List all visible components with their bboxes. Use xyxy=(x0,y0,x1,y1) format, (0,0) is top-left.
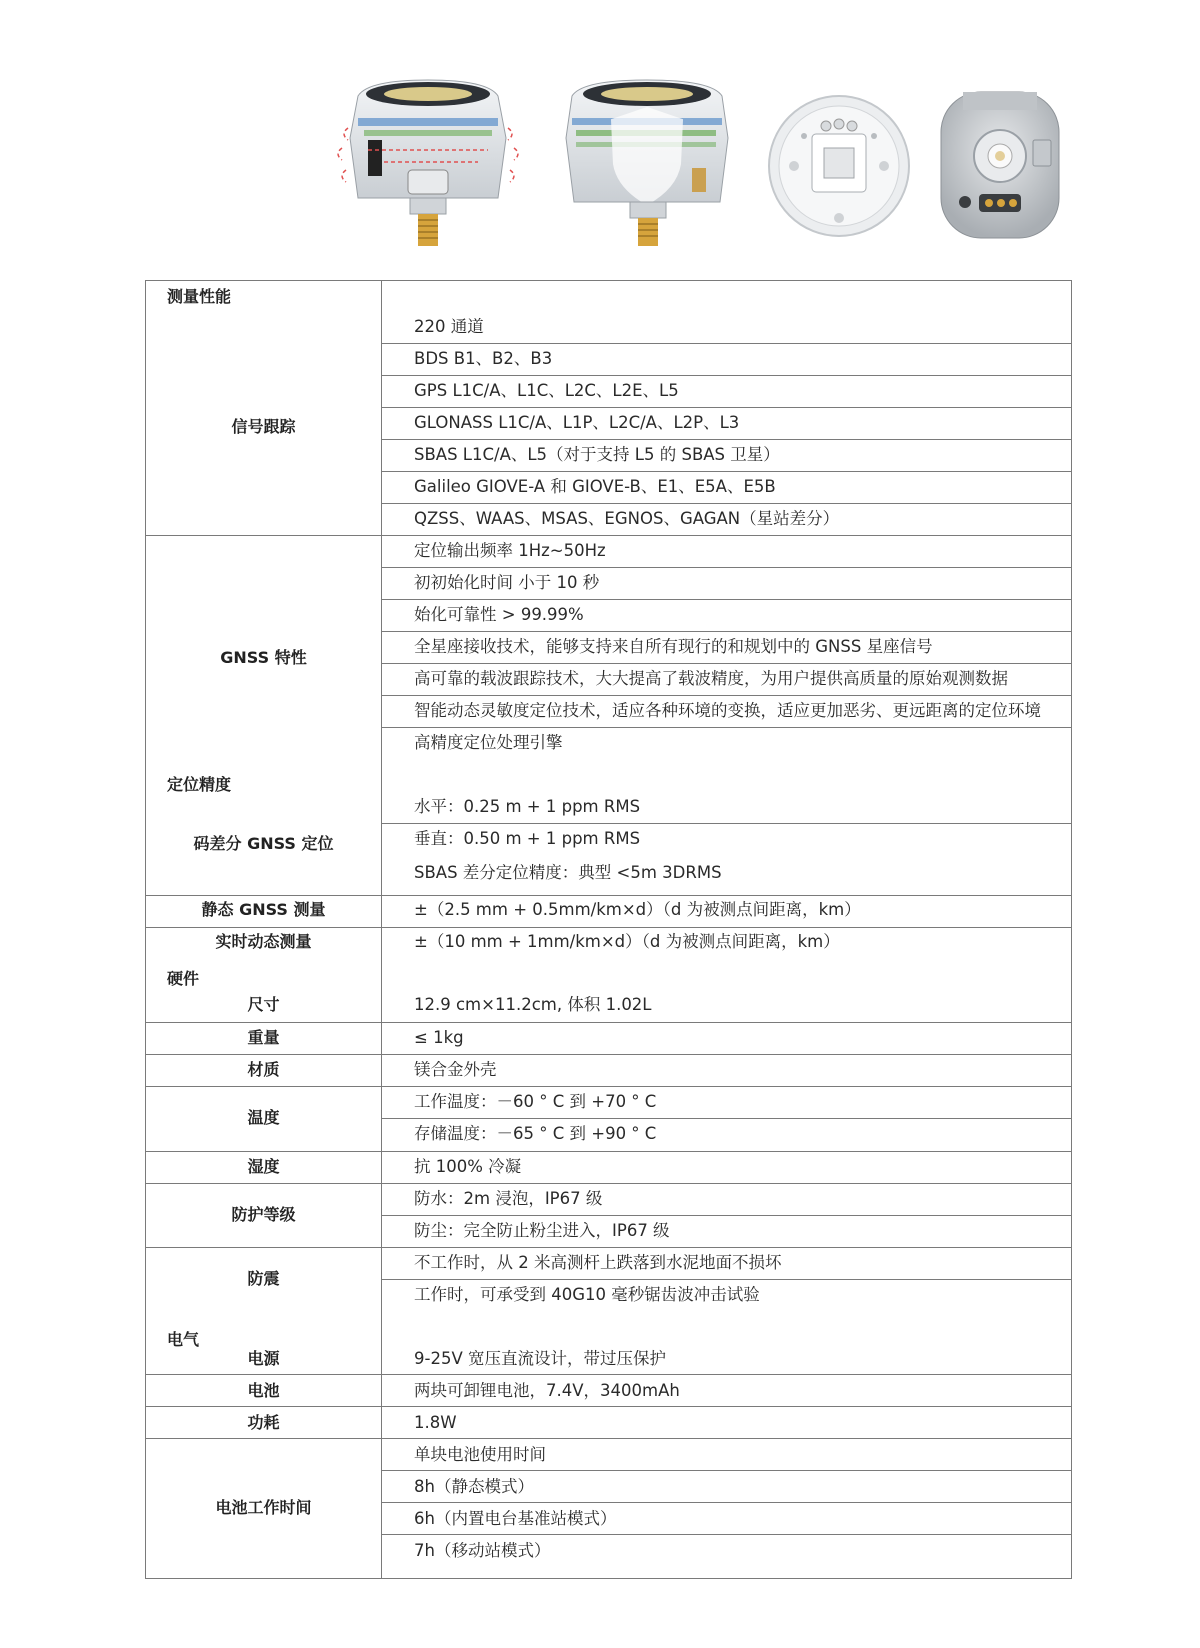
row-divider xyxy=(146,1086,1071,1087)
value-channels: 220 通道 xyxy=(414,317,484,336)
row-divider xyxy=(146,1406,1071,1407)
row-divider xyxy=(381,1534,1071,1535)
row-divider xyxy=(381,1470,1071,1471)
label-consumption: 功耗 xyxy=(247,1413,280,1432)
row-divider xyxy=(146,1054,1071,1055)
row-divider xyxy=(381,503,1071,504)
value-galileo: Galileo GIOVE-A 和 GIOVE-B、E1、E5A、E5B xyxy=(414,477,776,496)
row-divider xyxy=(146,1022,1071,1023)
section-positioning: 定位精度 xyxy=(167,775,232,794)
label-size: 尺寸 xyxy=(247,995,280,1014)
row-divider xyxy=(381,631,1071,632)
value-rate: 定位输出频率 1Hz~50Hz xyxy=(414,541,606,560)
label-humidity: 湿度 xyxy=(247,1157,280,1176)
row-divider xyxy=(146,535,1071,536)
label-gnss-features: GNSS 特性 xyxy=(220,648,307,667)
value-battery-base: 6h（内置电台基准站模式） xyxy=(414,1509,617,1528)
row-divider xyxy=(381,1118,1071,1119)
row-divider xyxy=(381,375,1071,376)
value-glonass: GLONASS L1C/A、L1P、L2C/A、L2P、L3 xyxy=(414,413,740,432)
row-divider xyxy=(381,439,1071,440)
value-carrier-tracking: 高可靠的载波跟踪技术，大大提高了载波精度，为用户提供高质量的原始观测数据 xyxy=(414,669,1008,688)
value-battery: 两块可卸锂电池，7.4V，3400mAh xyxy=(414,1381,680,1400)
receiver-bottom-ports-image xyxy=(935,78,1065,250)
label-battery-time: 电池工作时间 xyxy=(215,1498,312,1517)
row-divider xyxy=(381,695,1071,696)
row-divider xyxy=(381,567,1071,568)
row-divider xyxy=(381,823,1071,824)
value-size: 12.9 cm×11.2cm, 体积 1.02L xyxy=(414,995,652,1014)
value-horizontal: 水平：0.25 m + 1 ppm RMS xyxy=(414,797,641,816)
label-weight: 重量 xyxy=(247,1028,280,1047)
row-divider xyxy=(381,471,1071,472)
label-static-gnss: 静态 GNSS 测量 xyxy=(201,900,326,919)
label-shock: 防震 xyxy=(247,1269,280,1288)
row-divider xyxy=(381,599,1071,600)
row-divider xyxy=(146,895,1071,896)
value-init-reliability: 始化可靠性 > 99.99% xyxy=(414,605,584,624)
row-divider xyxy=(381,343,1071,344)
row-divider xyxy=(381,407,1071,408)
value-material: 镁合金外壳 xyxy=(414,1060,497,1079)
label-signal-tracking: 信号跟踪 xyxy=(231,417,296,436)
value-smart-positioning: 智能动态灵敏度定位技术，适应各种环境的变换，适应更加恶劣、更远距离的定位环境 xyxy=(414,701,1041,720)
value-init-time: 初初始化时间 小于 10 秒 xyxy=(414,573,600,592)
row-divider xyxy=(146,1183,1071,1184)
section-electrical: 电气 xyxy=(167,1330,200,1349)
label-protection: 防护等级 xyxy=(231,1205,296,1224)
value-sbas-accuracy: SBAS 差分定位精度：典型 <5m 3DRMS xyxy=(414,863,722,882)
label-temperature: 温度 xyxy=(247,1108,280,1127)
section-hardware: 硬件 xyxy=(167,969,200,988)
value-battery-rover: 7h（移动站模式） xyxy=(414,1541,551,1560)
value-sbas: SBAS L1C/A、L5（对于支持 L5 的 SBAS 卫星） xyxy=(414,445,780,464)
value-static: ±（2.5 mm + 0.5mm/km×d）（d 为被测点间距离，km） xyxy=(414,900,861,919)
label-power: 电源 xyxy=(247,1349,280,1368)
value-battery-single: 单块电池使用时间 xyxy=(414,1445,546,1464)
row-divider xyxy=(381,1279,1071,1280)
value-consumption: 1.8W xyxy=(414,1413,457,1432)
value-shock-on: 工作时，可承受到 40G10 毫秒锯齿波冲击试验 xyxy=(414,1285,760,1304)
value-engine: 高精度定位处理引擎 xyxy=(414,733,563,752)
row-divider xyxy=(381,1215,1071,1216)
value-bds: BDS B1、B2、B3 xyxy=(414,349,553,368)
value-waterproof: 防水：2m 浸泡，IP67 级 xyxy=(414,1189,603,1208)
value-full-constellation: 全星座接收技术，能够支持来自所有现行的和规划中的 GNSS 星座信号 xyxy=(414,637,933,656)
value-gps: GPS L1C/A、L1C、L2C、L2E、L5 xyxy=(414,381,679,400)
value-qzss: QZSS、WAAS、MSAS、EGNOS、GAGAN（星站差分） xyxy=(414,509,840,528)
column-divider xyxy=(381,281,382,1578)
receiver-top-interior-image xyxy=(764,78,914,250)
value-rtk: ±（10 mm + 1mm/km×d）（d 为被测点间距离，km） xyxy=(414,932,840,951)
receiver-shield-cutaway-image xyxy=(552,78,742,250)
row-divider xyxy=(146,1438,1071,1439)
value-temp-operating: 工作温度：－60 ° C 到 +70 ° C xyxy=(414,1092,657,1111)
value-power: 9-25V 宽压直流设计，带过压保护 xyxy=(414,1349,666,1368)
row-divider xyxy=(146,1247,1071,1248)
value-battery-static: 8h（静态模式） xyxy=(414,1477,534,1496)
value-temp-storage: 存储温度：－65 ° C 到 +90 ° C xyxy=(414,1124,657,1143)
value-humidity: 抗 100% 冷凝 xyxy=(414,1157,522,1176)
value-shock-off: 不工作时，从 2 米高测杆上跌落到水泥地面不损坏 xyxy=(414,1253,782,1272)
value-dustproof: 防尘：完全防止粉尘进入，IP67 级 xyxy=(414,1221,670,1240)
row-divider xyxy=(381,727,1071,728)
value-vertical: 垂直：0.50 m + 1 ppm RMS xyxy=(414,829,641,848)
spec-table xyxy=(145,280,1072,1579)
label-material: 材质 xyxy=(247,1060,280,1079)
section-measurement: 测量性能 xyxy=(167,287,232,306)
row-divider xyxy=(146,1151,1071,1152)
receiver-thermal-cutaway-image xyxy=(328,78,528,250)
row-divider xyxy=(381,1502,1071,1503)
label-rtk: 实时动态测量 xyxy=(215,932,312,951)
label-code-dgnss: 码差分 GNSS 定位 xyxy=(193,834,334,853)
label-battery: 电池 xyxy=(247,1381,280,1400)
row-divider xyxy=(146,927,1071,928)
row-divider xyxy=(381,663,1071,664)
row-divider xyxy=(146,1374,1071,1375)
value-weight: ≤ 1kg xyxy=(414,1028,464,1047)
